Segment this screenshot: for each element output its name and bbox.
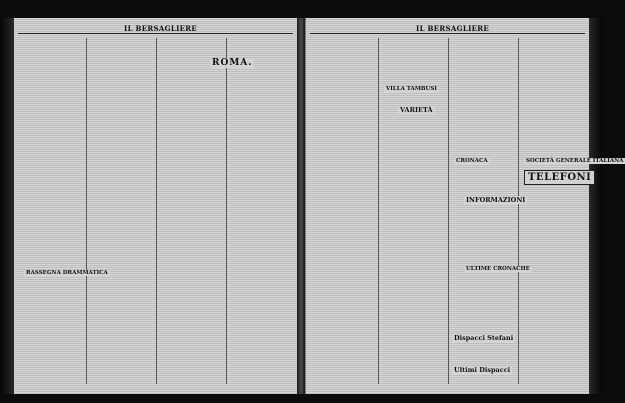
headline-dispacci-stefani: Dispacci Stefani [454,334,514,342]
headline-villa-tambusi: VILLA TAMBUSI [386,86,437,92]
right-column-4 [520,38,586,384]
left-page [14,18,298,394]
headline-societa-generale: SOCIETÀ GENERALE ITALIANA [526,158,624,164]
headline-varieta: VARIETÀ [400,106,433,114]
left-column-2 [88,38,154,384]
left-masthead: IL BERSAGLIERE [124,24,198,33]
header-rule [310,33,585,34]
right-column-1 [310,38,376,384]
headline-cronaca: CRONACA [456,158,488,164]
column-separator [518,38,519,384]
column-separator [86,38,87,384]
left-column-4 [228,38,294,384]
headline-ultime-cronache: ULTIME CRONACHE [466,266,530,272]
column-separator [226,38,227,384]
left-column-1 [18,38,84,384]
right-column-3 [450,38,516,384]
left-column-3 [158,38,224,384]
headline-rassegna-drammatica: RASSEGNA DRAMMATICA [26,270,108,276]
book-gutter [297,18,305,394]
newspaper-spread [14,18,624,394]
headline-telefoni: TELEFONI [524,170,595,185]
headline-roma: ROMA. [212,58,253,68]
headline-ultimi-dispacci: Ultimi Dispacci [454,366,511,374]
header-rule [18,33,293,34]
column-separator [156,38,157,384]
scan-edge-right [588,18,602,394]
scan-edge-left [0,18,14,394]
right-masthead: IL BERSAGLIERE [416,24,490,33]
headline-informazioni: INFORMAZIONI [466,196,526,204]
column-separator [378,38,379,384]
right-page [305,18,624,394]
column-separator [448,38,449,384]
